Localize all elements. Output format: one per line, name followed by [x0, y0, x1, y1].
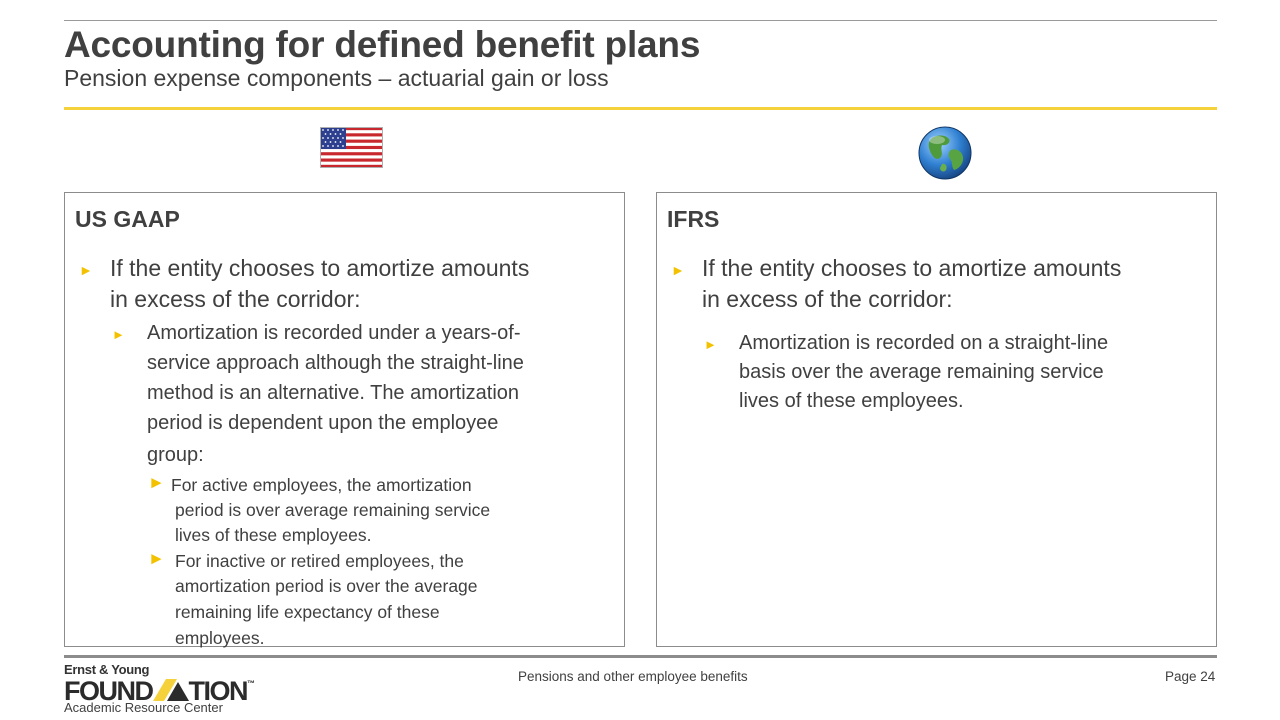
- page-title: Accounting for defined benefit plans: [64, 24, 701, 65]
- ifrs-heading: IFRS: [667, 206, 720, 232]
- bullet-arrow-icon: ►: [148, 549, 165, 568]
- logo-ernst-young-text: Ernst & Young: [64, 662, 150, 677]
- us-gaap-panel: US GAAP ► If the entity chooses to amortize amounts in excess of the corridor: ► Amortization is recorded under a years-of- service approach although the straight-line method is an alternative. The amortization period is dependent upon the employee group: ► For active employees, the amortization period is over average remaining service lives of these employees. ► For inactive or retired employees, the amortization period is over the average remaining life expectancy of these employees.: [64, 192, 625, 647]
- ifrs-panel: IFRS ► If the entity chooses to amortize amounts in excess of the corridor: ► Amortization is recorded on a straight-line basis over the average remaining service lives of these employees.: [656, 192, 1217, 647]
- logo-a-icon: [153, 679, 189, 701]
- us-gaap-heading: US GAAP: [75, 206, 180, 232]
- ey-foundation-logo: [64, 662, 255, 718]
- bullet-arrow-icon: ►: [704, 337, 717, 352]
- page-subtitle: Pension expense components – actuarial gain or loss: [64, 65, 609, 91]
- logo-academic-resource-center: Academic Resource Center: [64, 700, 223, 715]
- bullet-arrow-icon: ►: [112, 327, 125, 342]
- bullet-arrow-icon: ►: [671, 262, 685, 278]
- globe-icon: [918, 126, 972, 180]
- title-underline: [64, 107, 1217, 110]
- page-number: Page 24: [1165, 669, 1216, 684]
- top-rule: [64, 20, 1217, 21]
- bullet-arrow-icon: ►: [79, 262, 93, 278]
- footer-rule: [64, 655, 1217, 658]
- footer-deck-title: Pensions and other employee benefits: [518, 669, 748, 684]
- bullet-arrow-icon: ►: [148, 473, 165, 492]
- us-flag-icon: [320, 127, 383, 168]
- logo-foundation-wordmark: FOUND TION™: [64, 676, 255, 706]
